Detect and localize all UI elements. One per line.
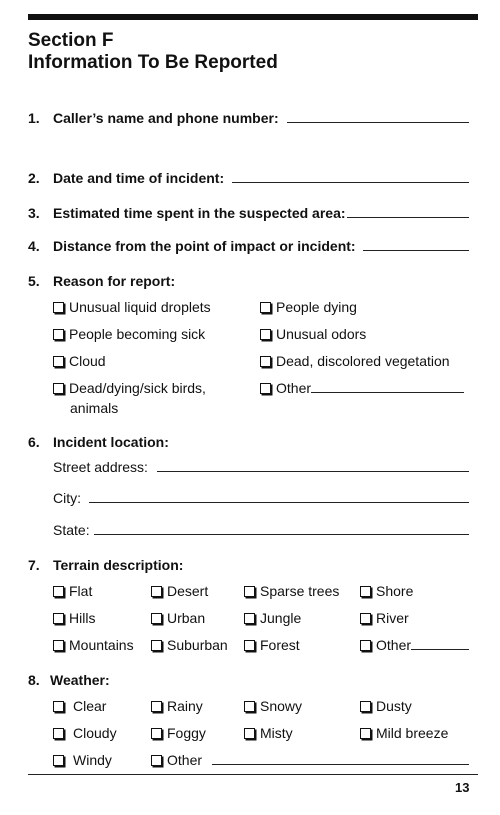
street-address-label: Street address:	[53, 459, 148, 475]
q7-number: 7.	[28, 557, 40, 573]
city-label: City:	[53, 490, 81, 506]
terrain-shore[interactable]: Shore	[360, 583, 413, 600]
reason-other[interactable]: Other	[260, 380, 464, 397]
checkbox-icon	[53, 755, 64, 766]
checkbox-icon	[151, 613, 162, 624]
checkbox-icon	[53, 302, 64, 313]
weather-mild-breeze[interactable]: Mild breeze	[360, 725, 448, 742]
distance-field[interactable]	[363, 250, 469, 251]
q5-number: 5.	[28, 273, 40, 289]
q3-label: Estimated time spent in the suspected area:	[53, 205, 346, 221]
checkbox-icon	[53, 356, 64, 367]
terrain-other-field[interactable]	[411, 638, 469, 650]
checkbox-icon	[151, 728, 162, 739]
terrain-jungle[interactable]: Jungle	[244, 610, 301, 627]
checkbox-icon	[53, 329, 64, 340]
reason-dead-birds-animals[interactable]: Dead/dying/sick birds,	[53, 380, 206, 397]
checkbox-icon	[244, 640, 255, 651]
top-rule	[28, 14, 478, 20]
checkbox-icon	[260, 302, 271, 313]
section-subtitle: Information To Be Reported	[28, 52, 278, 73]
terrain-river[interactable]: River	[360, 610, 409, 627]
footer-rule	[28, 774, 478, 775]
q2-number: 2.	[28, 170, 40, 186]
q4-number: 4.	[28, 238, 40, 254]
q8-label: Weather:	[50, 672, 110, 688]
city-field[interactable]	[89, 502, 469, 503]
q6-label: Incident location:	[53, 434, 169, 450]
date-time-field[interactable]	[232, 182, 469, 183]
caller-name-phone-field[interactable]	[287, 122, 469, 123]
q5-label: Reason for report:	[53, 273, 176, 289]
terrain-urban[interactable]: Urban	[151, 610, 205, 627]
checkbox-icon	[53, 613, 64, 624]
checkbox-icon	[360, 640, 371, 651]
checkbox-icon	[244, 586, 255, 597]
reason-dead-vegetation[interactable]: Dead, discolored vegetation	[260, 353, 450, 370]
weather-windy[interactable]: Windy	[53, 752, 112, 769]
checkbox-icon	[244, 728, 255, 739]
checkbox-icon	[53, 728, 64, 739]
terrain-other[interactable]: Other	[360, 637, 469, 654]
checkbox-icon	[260, 329, 271, 340]
checkbox-icon	[53, 701, 64, 712]
reason-people-becoming-sick[interactable]: People becoming sick	[53, 326, 205, 343]
reason-other-field[interactable]	[311, 381, 464, 393]
checkbox-icon	[260, 356, 271, 367]
q8-number: 8.	[28, 672, 40, 688]
q6-number: 6.	[28, 434, 40, 450]
terrain-desert[interactable]: Desert	[151, 583, 208, 600]
checkbox-icon	[151, 640, 162, 651]
reason-unusual-liquid-droplets[interactable]: Unusual liquid droplets	[53, 299, 211, 316]
terrain-flat[interactable]: Flat	[53, 583, 92, 600]
checkbox-icon	[151, 701, 162, 712]
terrain-suburban[interactable]: Suburban	[151, 637, 228, 654]
weather-cloudy[interactable]: Cloudy	[53, 725, 117, 742]
q1-label: Caller’s name and phone number:	[53, 110, 279, 126]
q2-label: Date and time of incident:	[53, 170, 225, 186]
checkbox-icon	[260, 383, 271, 394]
checkbox-icon	[360, 701, 371, 712]
reason-unusual-odors[interactable]: Unusual odors	[260, 326, 366, 343]
terrain-sparse-trees[interactable]: Sparse trees	[244, 583, 339, 600]
weather-other[interactable]: Other	[151, 752, 202, 769]
reason-cloud[interactable]: Cloud	[53, 353, 106, 370]
street-address-field[interactable]	[157, 471, 469, 472]
weather-dusty[interactable]: Dusty	[360, 698, 412, 715]
state-field[interactable]	[94, 534, 469, 535]
weather-rainy[interactable]: Rainy	[151, 698, 203, 715]
checkbox-icon	[151, 586, 162, 597]
weather-snowy[interactable]: Snowy	[244, 698, 302, 715]
q3-number: 3.	[28, 205, 40, 221]
checkbox-icon	[244, 613, 255, 624]
checkbox-icon	[244, 701, 255, 712]
weather-other-field[interactable]	[212, 764, 469, 765]
checkbox-icon	[360, 728, 371, 739]
page-number: 13	[455, 780, 470, 795]
weather-clear[interactable]: Clear	[53, 698, 106, 715]
q4-label: Distance from the point of impact or incident:	[53, 238, 356, 254]
weather-misty[interactable]: Misty	[244, 725, 293, 742]
reason-dead-birds-animals-line2: animals	[70, 400, 119, 416]
checkbox-icon	[151, 755, 162, 766]
q1-number: 1.	[28, 110, 40, 126]
q7-label: Terrain description:	[53, 557, 184, 573]
checkbox-icon	[360, 613, 371, 624]
reason-people-dying[interactable]: People dying	[260, 299, 357, 316]
checkbox-icon	[53, 383, 64, 394]
state-label: State:	[53, 522, 90, 538]
checkbox-icon	[360, 586, 371, 597]
terrain-forest[interactable]: Forest	[244, 637, 300, 654]
terrain-mountains[interactable]: Mountains	[53, 637, 134, 654]
checkbox-icon	[53, 640, 64, 651]
time-spent-field[interactable]	[347, 217, 469, 218]
section-title: Section F	[28, 30, 114, 51]
checkbox-icon	[53, 586, 64, 597]
terrain-hills[interactable]: Hills	[53, 610, 95, 627]
weather-foggy[interactable]: Foggy	[151, 725, 206, 742]
